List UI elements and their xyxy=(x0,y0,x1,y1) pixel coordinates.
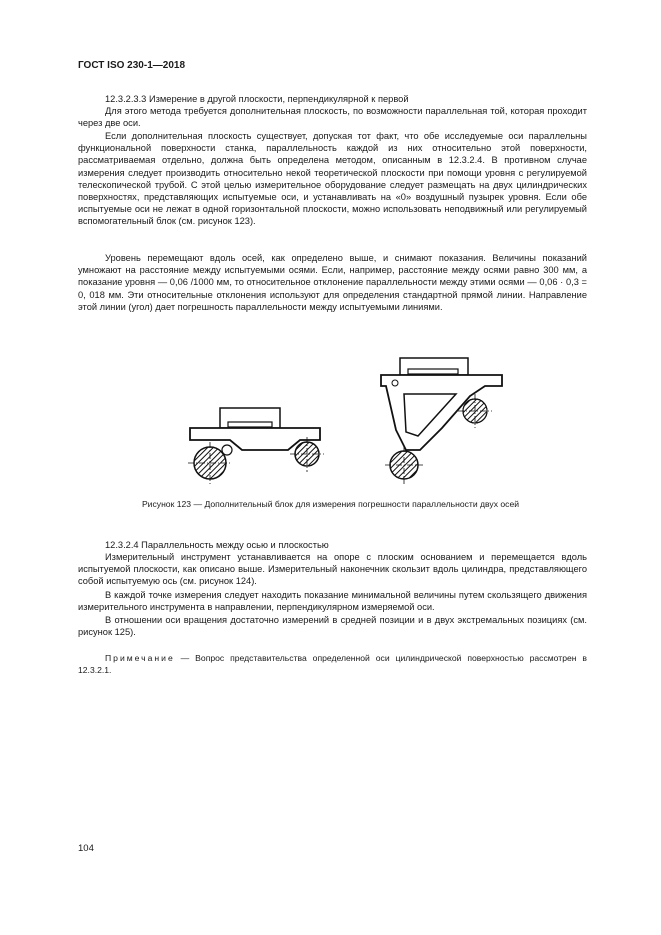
paragraph: Если дополнительная плоскость существует, допуская тот факт, что обе исследуемые оси параллельны функциональной поверхности станка, параллельность каждой из них относительно этой поверхности, рассматриваемая отдельно, должна быть определена методом, описанным в 12.3.2.4. В противном случае измерения следует производить относительно некой теоретической плоскости при помощи уровня с регулируемой телескопической трубой. С этой целью измерительное оборудование следует размещать на двух цилиндрических поверхностях, представляющих испытуемые оси, и устанавливать на «0» воздушный пузырек уровня. Если обе испытуемые оси не лежат в одной горизонтальной плоскости, можно использовать неподвижный или регулируемый вспомогательный блок (см. рисунок 123). xyxy=(78,131,587,227)
paragraph: В отношении оси вращения достаточно измерений в средней позиции и в двух экстремальных позициях (см. рисунок 125). xyxy=(78,615,587,638)
level-base xyxy=(408,369,458,374)
paragraph: Измерительный инструмент устанавливается на опоре с плоским основанием и перемещается вдоль испытуемой плоскости, как описано выше. Измерительный наконечник скользит вдоль цилиндра, представляющего собой испытуемую ось (см. рисунок 124). xyxy=(78,552,587,587)
fixed-block-assembly xyxy=(188,408,324,486)
page-number: 104 xyxy=(78,843,94,854)
document-header: ГОСТ ISO 230-1—2018 xyxy=(78,60,186,71)
figure-caption: Рисунок 123 — Дополнительный блок для измерения погрешности параллельности двух осей xyxy=(141,499,520,509)
note-text: — Вопрос представительства определенной оси цилиндрической поверхностью рассмотрен в 12.3.2.1. xyxy=(78,653,587,675)
level-base xyxy=(228,422,272,427)
adjustable-block-assembly xyxy=(381,358,502,484)
paragraph: В каждой точке измерения следует находить показание минимальной величины путем скользящего движения измерительного инструмента в направлении, перпендикулярном измеряемой оси. xyxy=(78,590,587,613)
paragraph: Уровень перемещают вдоль осей, как определено выше, и снимают показания. Величины показаний умножают на расстояние между испытуемыми осями. Если, например, расстояние между осями равно 300 мм, а показание уровня — 0,06 /1000 мм, то относительное отклонение параллельности между этими осями — 0,06 · 0,3 = 0, 018 мм. Эти относительные отклонения используют для определения стандартной прямой линии. Направление этой линии (угол) дает погрешность параллельности между испытуемыми линиями. xyxy=(78,253,587,312)
section-heading-12-3-2-4: 12.3.2.4 Параллельность между осью и плоскостью xyxy=(105,540,329,550)
figure-123-drawing xyxy=(180,350,510,490)
note xyxy=(78,652,587,676)
paragraph: Для этого метода требуется дополнительная плоскость, по возможности параллельная той, которая проходит через две оси. xyxy=(78,106,587,129)
section-heading-12-3-2-3-3: 12.3.2.3.3 Измерение в другой плоскости, перпендикулярной к первой xyxy=(105,94,409,104)
note-label: Примечание xyxy=(105,653,175,663)
